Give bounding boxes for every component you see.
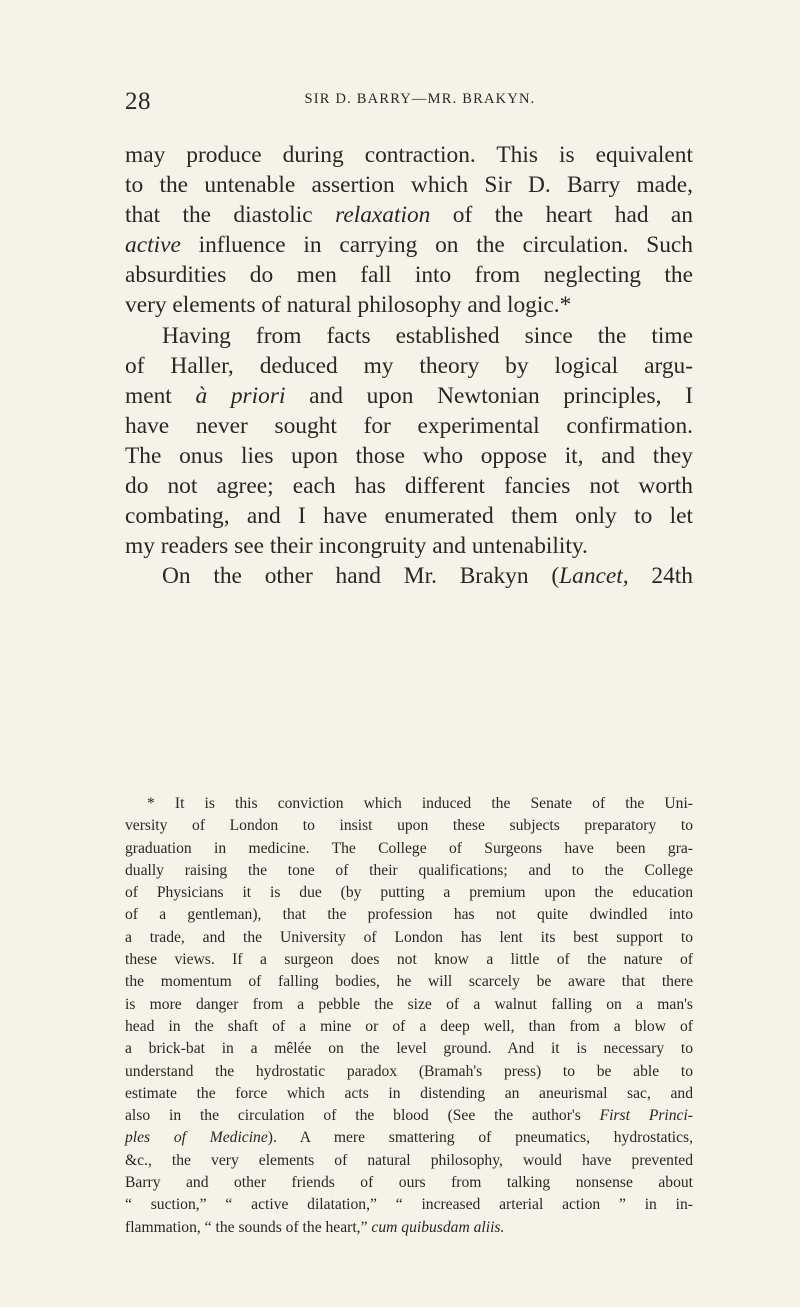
text-line: have never sought for experimental confirmation. [125,412,693,439]
text-line: very elements of natural philosophy and logic.* [125,292,572,319]
text-line: may produce during contraction. This is equivalent [125,142,693,168]
footnote-line: Barry and other friends of ours from talking nonsense about [125,1174,693,1192]
text-run: of the heart had an [430,202,693,229]
text-line: to the untenable assertion which Sir D. Barry made, [125,172,693,199]
text-line: of Haller, deduced my theory by logical argu- [125,352,693,379]
text-run: On the other hand Mr. Brakyn ( [162,563,560,590]
text-run: ment [125,382,196,409]
footnote-line [125,1105,693,1127]
running-title: SIR D. BARRY—MR. BRAKYN. [304,91,536,107]
text-run: that the diastolic [125,202,336,229]
footnote-line: these views. If a surgeon does not know a little of the nature of [125,951,693,969]
text-line: The onus lies upon those who oppose it, and they [125,442,693,469]
footnote-line: a brick-bat in a mêlée on the level ground. And it is necessary to [125,1040,693,1058]
footnote-line: understand the hydrostatic paradox (Bramah's press) to be able to [125,1062,693,1080]
footnote-line [125,1217,693,1239]
text-run: and upon Newtonian principles, I [285,382,693,409]
italic-run: à priori [195,382,286,409]
footnote-line: “ suction,” “ active dilatation,” “ increased arterial action ” in in- [125,1196,693,1214]
text-line [125,200,693,230]
footnote-line: of a gentleman), that the profession has not quite dwindled into [125,906,693,924]
text-line [125,561,693,591]
text-line [125,381,693,411]
footnote [125,793,693,1239]
text-line [125,230,693,260]
text-line: do not agree; each has different fancies not worth [125,473,693,500]
italic-run: ples of Medicine [125,1129,268,1147]
main-text [125,140,693,591]
footnote-line: graduation in medicine. The College of Surgeons have been gra- [125,839,693,857]
footnote-line: the momentum of falling bodies, he will scarcely be aware that there [125,973,693,991]
footnote-line: a trade, and the University of London has lent its best support to [125,928,693,946]
text-run: 24th [628,563,693,590]
text-run: influence in carrying on the circulation. Such [180,232,693,259]
text-line: absurdities do men fall into from neglecting the [125,262,693,289]
italic-run: First Princi- [599,1107,693,1125]
italic-run: active [125,232,181,259]
footnote-line: * It is this conviction which induced the Senate of the Uni- [147,795,693,812]
text-line: Having from facts established since the time [162,322,693,349]
text-run: also in the circulation of the blood (See the author's [125,1107,600,1125]
page-number: 28 [125,88,151,115]
text-line: my readers see their incongruity and untenability. [125,533,588,560]
footnote-line: dually raising the tone of their qualifications; and to the College [125,861,693,879]
footnote-line: estimate the force which acts in distending an aneurismal sac, and [125,1084,693,1102]
italic-run: Lancet, [559,563,629,590]
footnote-line: of Physicians it is due (by putting a premium upon the education [125,884,693,902]
italic-run: relaxation [335,202,431,229]
text-run: ). A mere smattering of pneumatics, hydrostatics, [267,1129,693,1147]
text-run: flammation, “ the sounds of the heart,” [125,1218,372,1236]
footnote-line: is more danger from a pebble the size of a walnut falling on a man's [125,995,693,1013]
italic-run: cum quibusdam aliis. [371,1218,505,1236]
footnote-line: versity of London to insist upon these subjects preparatory to [125,817,693,835]
footnote-line: &c., the very elements of natural philosophy, would have prevented [125,1151,693,1169]
footnote-line [125,1127,693,1149]
footnote-line: head in the shaft of a mine or of a deep well, than from a blow of [125,1017,693,1035]
text-line: combating, and I have enumerated them only to let [125,503,693,530]
